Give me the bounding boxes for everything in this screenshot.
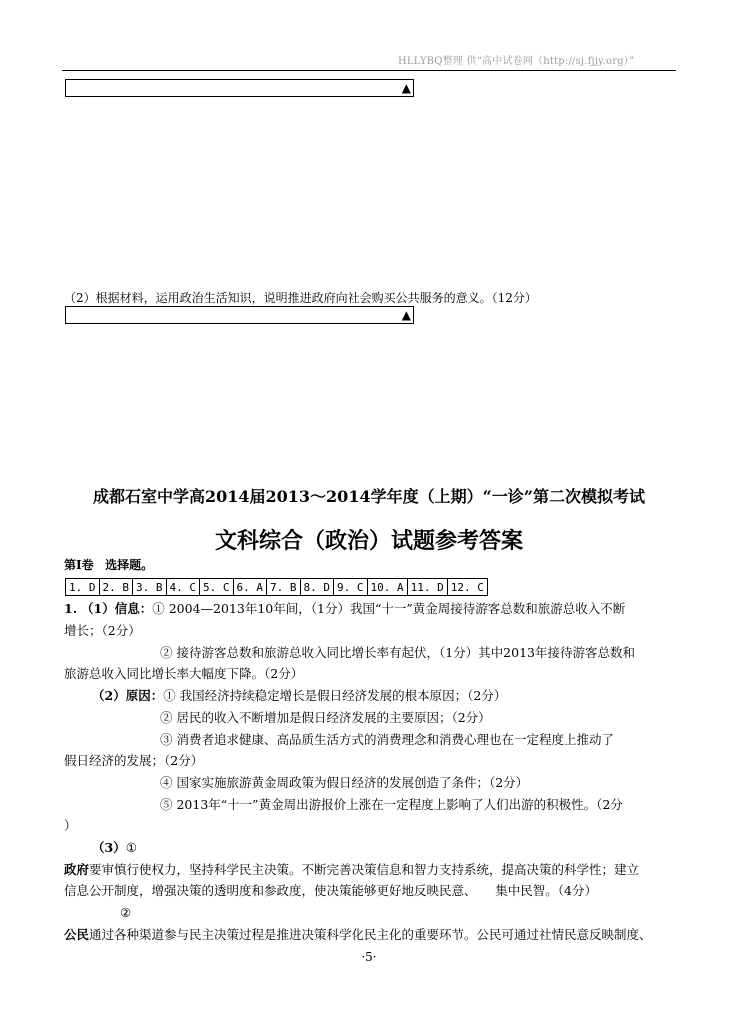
answer-number: 1.	[64, 601, 78, 616]
part-2-text: ① 我国经济持续稳定增长是假日经济发展的根本原因；（2分）	[163, 688, 507, 703]
mc-answer-cell: 2. B	[99, 579, 133, 596]
mc-answer-cell: 10. A	[367, 579, 407, 596]
answer-line	[64, 601, 625, 617]
mc-answer-cell: 8. D	[300, 579, 334, 596]
part-3-marker: ①	[125, 840, 137, 855]
triangle-icon: ▲	[401, 308, 411, 322]
exam-title: 成都石室中学高2014届2013～2014学年度（上期）“一诊”第二次模拟考试	[92, 487, 645, 506]
mc-answer-cell: 6. A	[233, 579, 267, 596]
mc-answer-table	[65, 578, 488, 596]
answer-line: 信息公开制度，增强决策的透明度和参政度，使决策能够更好地反映民意、 集中民智。（4分）	[64, 883, 597, 898]
table-row	[66, 579, 488, 596]
answer-text: 要审慎行使权力，坚持科学民主决策。不断完善决策信息和智力支持系统，提高决策的科学性；建立	[89, 862, 640, 877]
answer-line: 假日经济的发展；（2分）	[64, 753, 204, 768]
answer-box	[65, 79, 414, 97]
question-2-text: （2）根据材料，运用政治生活知识，说明推进政府向社会购买公共服务的意义。（12分）	[64, 291, 537, 305]
answer-line: ③ 消费者追求健康、高品质生活方式的消费理念和消费心理也在一定程度上推动了	[160, 732, 614, 747]
mc-answer-cell: 3. B	[133, 579, 167, 596]
mc-answer-cell: 12. C	[447, 579, 487, 596]
section-heading	[64, 556, 153, 573]
part-3-label: （3）	[92, 840, 126, 855]
answer-line: ）	[64, 818, 77, 833]
answer-line: 增长；（2分）	[64, 623, 141, 638]
triangle-icon: ▲	[401, 81, 411, 95]
answer-line: ⑤ 2013年“十一”黄金周出游报价上涨在一定程度上影响了人们出游的积极性。（2分	[160, 797, 623, 812]
answer-line: ②	[120, 905, 132, 920]
mc-answer-cell: 5. C	[200, 579, 234, 596]
mc-answer-cell: 7. B	[267, 579, 301, 596]
part-1-text: ① 2004—2013年10年间，（1分）我国“十一”黄金周接待游客总数和旅游总收入不断	[152, 601, 626, 616]
citizen-label: 公民	[64, 927, 90, 942]
mc-answer-cell: 1. D	[66, 579, 100, 596]
answer-line	[92, 688, 506, 704]
answer-key-title: 文科综合（政治）试题参考答案	[214, 528, 523, 554]
section-label: 第Ⅰ卷	[64, 558, 94, 572]
header-note: HLLYBQ整理 供“高中试卷网（http://sj.fjjy.org）”	[398, 56, 635, 67]
page-number: ·5·	[361, 950, 377, 964]
part-1-label: （1）信息：	[81, 601, 153, 616]
answer-line: ② 居民的收入不断增加是假日经济发展的主要原因；（2分）	[160, 710, 491, 725]
mc-answer-cell: 9. C	[334, 579, 368, 596]
answer-line: 旅游总收入同比增长率大幅度下降。（2分）	[64, 666, 304, 681]
government-label: 政府	[64, 862, 90, 877]
answer-line: ② 接待游客总数和旅游总收入同比增长率有起伏，（1分）其中2013年接待游客总数和	[160, 645, 635, 660]
answer-box-2	[65, 306, 414, 324]
mc-answer-cell: 11. D	[407, 579, 447, 596]
answer-line: ④ 国家实施旅游黄金周政策为假日经济的发展创造了条件；（2分）	[160, 775, 529, 790]
header-rule	[62, 70, 676, 71]
answer-line	[92, 840, 137, 856]
part-2-label: （2）原因：	[92, 688, 164, 703]
mc-answer-cell: 4. C	[166, 579, 200, 596]
answer-line	[64, 927, 652, 943]
answer-line	[64, 862, 639, 878]
section-name: 选择题。	[105, 558, 154, 572]
answer-text: 通过各种渠道参与民主决策过程是推进决策科学化民主化的重要环节。公民可通过社情民意反映制度、	[89, 927, 652, 942]
